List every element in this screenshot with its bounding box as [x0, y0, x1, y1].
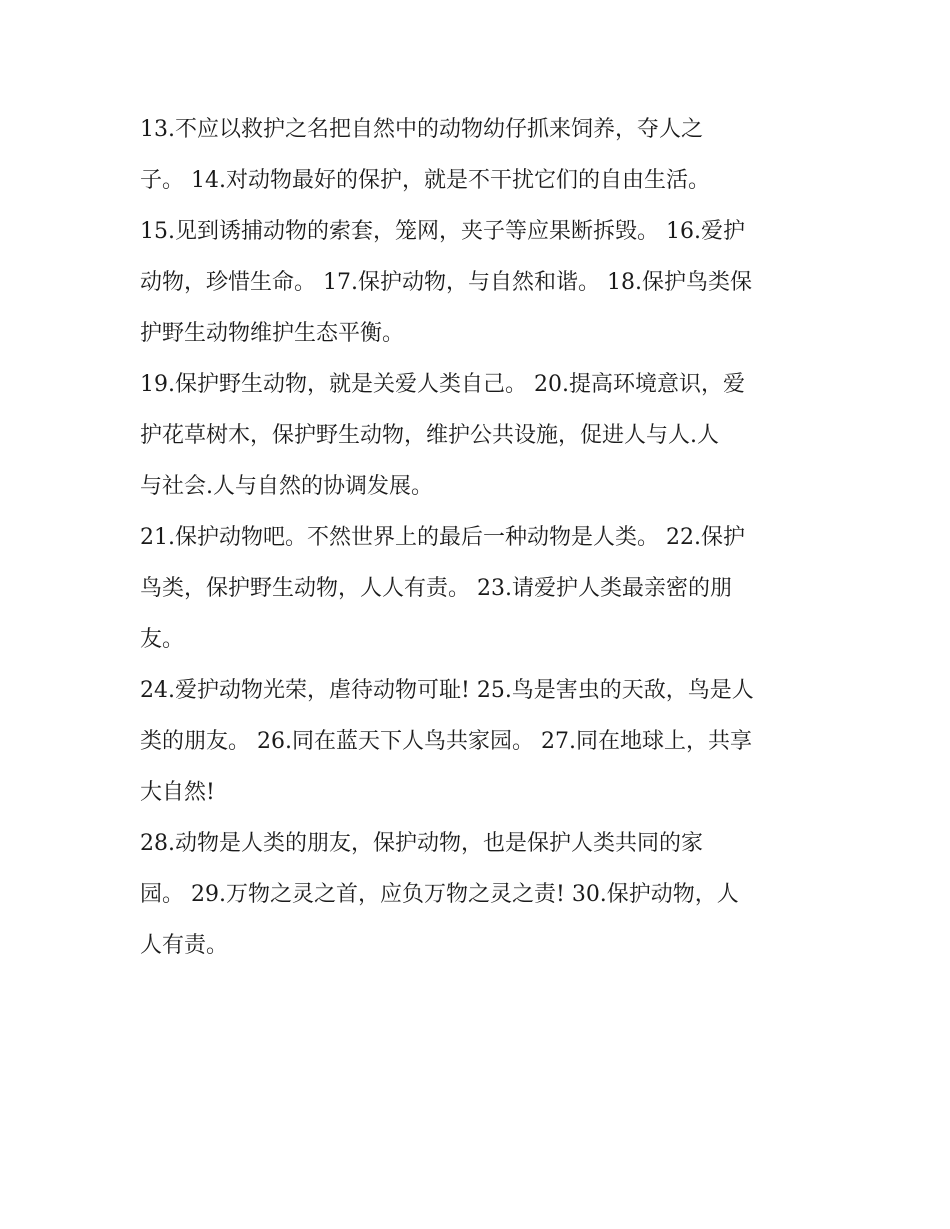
text-line: 与社会.人与自然的协调发展。 [140, 474, 433, 499]
document-body [140, 104, 820, 971]
text-line: 动物，珍惜生命。 17.保护动物，与自然和谐。 18.保护鸟类保 [140, 270, 752, 295]
text-line: 鸟类，保护野生动物，人人有责。 23.请爱护人类最亲密的朋 [140, 576, 732, 601]
text-line: 15.见到诱捕动物的索套，笼网，夹子等应果断拆毁。 16.爱护 [140, 219, 745, 244]
paragraph-24-27 [140, 665, 820, 818]
text-line: 护花草树木，保护野生动物，维护公共设施，促进人与人.人 [140, 423, 719, 448]
text-line: 护野生动物维护生态平衡。 [140, 321, 405, 346]
text-line: 28.动物是人类的朋友，保护动物，也是保护人类共同的家 [140, 831, 703, 856]
text-line: 24.爱护动物光荣，虐待动物可耻! 25.鸟是害虫的天敌，鸟是人 [140, 678, 754, 703]
text-line: 19.保护野生动物，就是关爱人类自己。 20.提高环境意识，爱 [140, 372, 745, 397]
text-line: 13.不应以救护之名把自然中的动物幼仔抓来饲养，夺人之 [140, 117, 703, 142]
text-line: 人有责。 [140, 933, 229, 958]
text-line: 21.保护动物吧。不然世界上的最后一种动物是人类。 22.保护 [140, 525, 745, 550]
paragraph-13-14 [140, 104, 820, 206]
paragraph-15-18 [140, 206, 820, 359]
paragraph-21-23 [140, 512, 820, 665]
paragraph-28-30 [140, 818, 820, 971]
text-line: 友。 [140, 627, 185, 652]
text-line: 园。 29.万物之灵之首，应负万物之灵之责! 30.保护动物，人 [140, 882, 739, 907]
paragraph-19-20 [140, 359, 820, 512]
text-line: 类的朋友。 26.同在蓝天下人鸟共家园。 27.同在地球上，共享 [140, 729, 752, 754]
text-line: 大自然! [140, 780, 215, 805]
text-line: 子。 14.对动物最好的保护，就是不干扰它们的自由生活。 [140, 168, 710, 193]
